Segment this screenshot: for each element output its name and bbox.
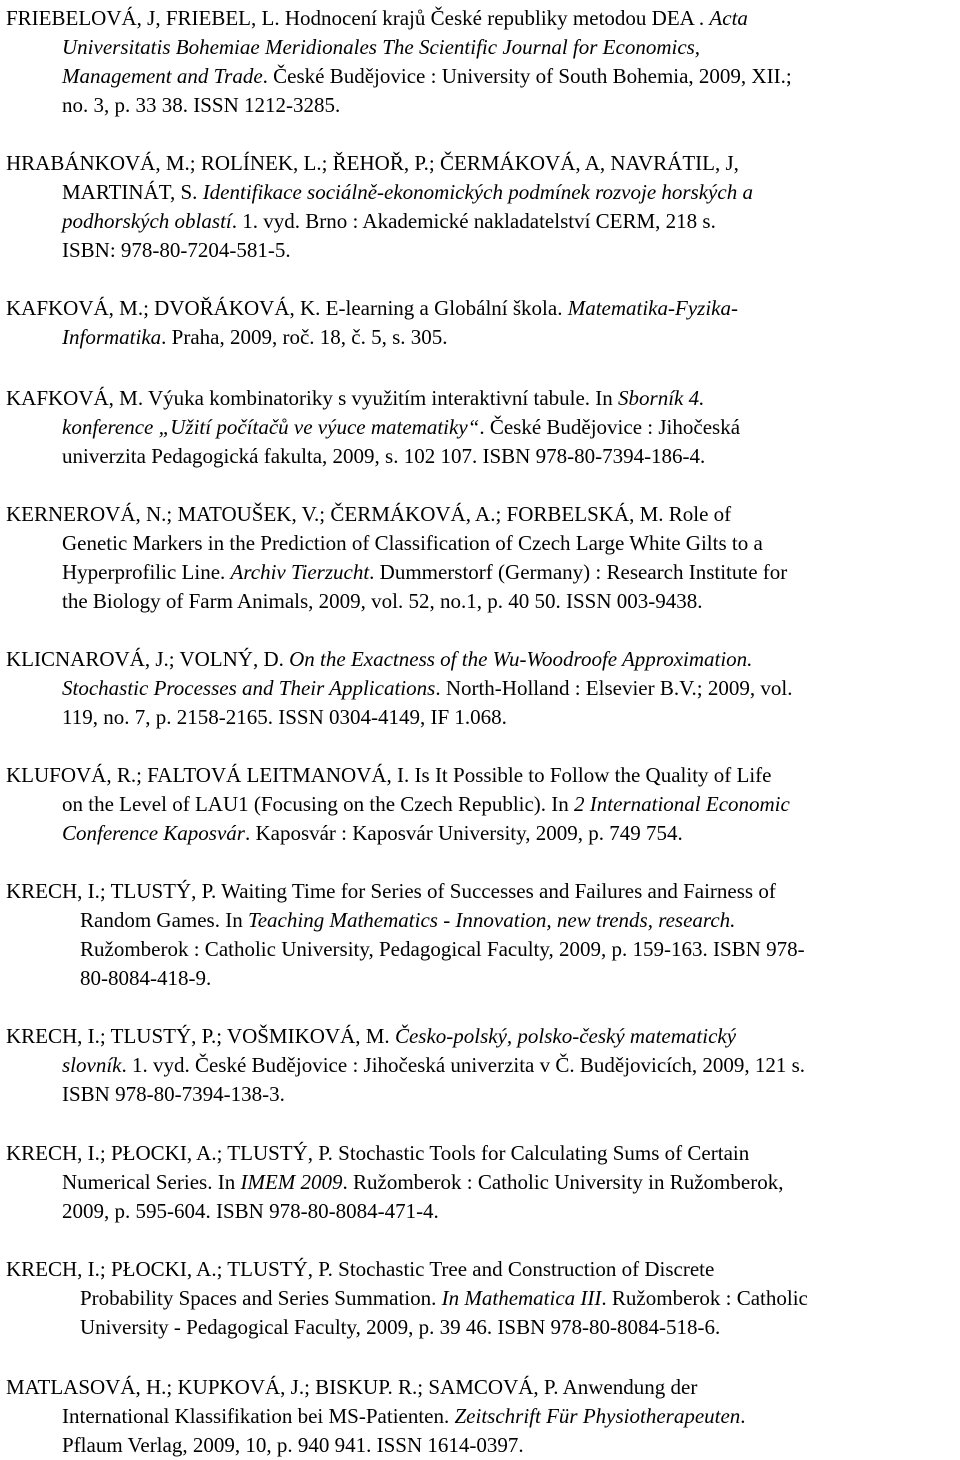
reference-title-italic: Archiv Tierzucht (230, 560, 370, 584)
reference-text: Random Games. In (80, 908, 248, 932)
reference-text: . Kaposvár : Kaposvár University, 2009, p. 749 754. (244, 821, 683, 845)
reference-text: KLUFOVÁ, R.; FALTOVÁ LEITMANOVÁ, I. Is It Possible to Follow the Quality of Life (6, 763, 772, 787)
reference-line (62, 91, 340, 120)
reference-text: . Dummerstorf (Germany) : Research Institute for (369, 560, 788, 584)
reference-text: KRECH, I.; PŁOCKI, A.; TLUSTÝ, P. Stochastic Tools for Calculating Sums of Certain (6, 1141, 750, 1165)
reference-line (6, 877, 776, 906)
reference-text: Ružomberok : Catholic University, Pedagogical Faculty, 2009, p. 159-163. ISBN 978- (80, 937, 805, 961)
reference-line (62, 1168, 783, 1197)
reference-text: ISBN: 978-80-7204-581-5. (62, 238, 291, 262)
reference-line (62, 819, 683, 848)
reference-title-italic: Informatika (62, 325, 162, 349)
reference-title-italic: podhorských oblastí (62, 209, 232, 233)
reference-text: . Ružomberok : Catholic University in Ružomberok, (342, 1170, 784, 1194)
reference-line (6, 1022, 736, 1051)
reference-line (62, 1431, 524, 1460)
reference-line (80, 906, 735, 935)
reference-title-italic: Management and Trade (62, 64, 263, 88)
reference-text: univerzita Pedagogická fakulta, 2009, s. 102 107. ISBN 978-80-7394-186-4. (62, 444, 706, 468)
reference-text: HRABÁNKOVÁ, M.; ROLÍNEK, L.; ŘEHOŘ, P.; ČERMÁKOVÁ, A, NAVRÁTIL, J, (6, 151, 739, 175)
reference-line (62, 1402, 746, 1431)
reference-line (6, 384, 704, 413)
reference-title-italic: Conference Kaposvár (62, 821, 245, 845)
reference-text: 119, no. 7, p. 2158-2165. ISSN 0304-4149, IF 1.068. (62, 705, 507, 729)
reference-line (6, 4, 748, 33)
reference-line (80, 1313, 720, 1342)
reference-text: MATLASOVÁ, H.; KUPKOVÁ, J.; BISKUP. R.; SAMCOVÁ, P. Anwendung der (6, 1375, 698, 1399)
reference-text: MARTINÁT, S. (62, 180, 203, 204)
reference-text: Genetic Markers in the Prediction of Classification of Czech Large White Gilts to a (62, 531, 763, 555)
reference-line (62, 703, 507, 732)
reference-title-italic: Acta (709, 6, 748, 30)
reference-title-italic: slovník (62, 1053, 122, 1077)
reference-line (62, 236, 291, 265)
reference-text: . North-Holland : Elsevier B.V.; 2009, vol. (435, 676, 793, 700)
reference-text: Probability Spaces and Series Summation. (80, 1286, 442, 1310)
reference-line (62, 529, 763, 558)
reference-line (80, 964, 211, 993)
reference-title-italic: Universitatis Bohemiae Meridionales The Scientific Journal for Economics, (62, 35, 701, 59)
reference-text: . (740, 1404, 746, 1428)
reference-line (80, 1284, 808, 1313)
reference-line (62, 413, 740, 442)
reference-text: KAFKOVÁ, M. Výuka kombinatoriky s využitím interaktivní tabule. In (6, 386, 619, 410)
reference-line (62, 1051, 805, 1080)
reference-line (62, 207, 716, 236)
reference-title-italic: konference „Užití počítačů ve výuce matematiky“ (62, 415, 480, 439)
reference-text: KRECH, I.; TLUSTÝ, P.; VOŠMIKOVÁ, M. (6, 1024, 395, 1048)
reference-line (6, 294, 738, 323)
reference-line (6, 1373, 697, 1402)
reference-text: KERNEROVÁ, N.; MATOUŠEK, V.; ČERMÁKOVÁ, A.; FORBELSKÁ, M. Role of (6, 502, 732, 526)
reference-line (6, 645, 752, 674)
reference-text: FRIEBELOVÁ, J, FRIEBEL, L. Hodnocení krajů České republiky metodou DEA . (6, 6, 710, 30)
reference-line (62, 558, 787, 587)
reference-title-italic: IMEM 2009 (240, 1170, 343, 1194)
reference-text: Pflaum Verlag, 2009, 10, p. 940 941. ISSN 1614-0397. (62, 1433, 524, 1457)
reference-text: International Klassifikation bei MS-Patienten. (62, 1404, 455, 1428)
reference-line (62, 1080, 285, 1109)
reference-title-italic: Teaching Mathematics - Innovation, new trends, research. (247, 908, 736, 932)
reference-line (62, 790, 790, 819)
reference-line (6, 149, 739, 178)
reference-title-italic: 2 International Economic (574, 792, 790, 816)
reference-text: no. 3, p. 33 38. ISSN 1212-3285. (62, 93, 341, 117)
reference-title-italic: Sborník 4. (618, 386, 705, 410)
reference-title-italic: Stochastic Processes and Their Applications (62, 676, 436, 700)
reference-line (62, 33, 700, 62)
reference-text: the Biology of Farm Animals, 2009, vol. 52, no.1, p. 40 50. ISSN 003-9438. (62, 589, 703, 613)
reference-line (6, 1139, 749, 1168)
reference-text: . České Budějovice : Jihočeská (479, 415, 741, 439)
reference-line (62, 587, 703, 616)
reference-line (62, 62, 792, 91)
reference-text: . Praha, 2009, roč. 18, č. 5, s. 305. (161, 325, 448, 349)
reference-line (6, 1255, 714, 1284)
reference-title-italic: Identifikace sociálně-ekonomických podmínek rozvoje horských a (202, 180, 753, 204)
reference-line (6, 500, 731, 529)
reference-text: 80-8084-418-9. (80, 966, 212, 990)
reference-text: KRECH, I.; TLUSTÝ, P. Waiting Time for Series of Successes and Failures and Fairness of (6, 879, 776, 903)
reference-text: . 1. vyd. České Budějovice : Jihočeská univerzita v Č. Budějovicích, 2009, 121 s. (121, 1053, 806, 1077)
reference-text: KLICNAROVÁ, J.; VOLNÝ, D. (6, 647, 290, 671)
reference-text: Numerical Series. In (62, 1170, 241, 1194)
reference-text: . 1. vyd. Brno : Akademické nakladatelství CERM, 218 s. (231, 209, 716, 233)
reference-text: on the Level of LAU1 (Focusing on the Czech Republic). In (62, 792, 575, 816)
reference-line (62, 1197, 439, 1226)
reference-title-italic: Zeitschrift Für Physiotherapeuten (454, 1404, 741, 1428)
reference-text: KRECH, I.; PŁOCKI, A.; TLUSTÝ, P. Stochastic Tree and Construction of Discrete (6, 1257, 715, 1281)
reference-title-italic: Česko-polský, polsko-český matematický (394, 1024, 737, 1048)
reference-line (62, 323, 448, 352)
reference-title-italic: On the Exactness of the Wu-Woodroofe Approximation. (289, 647, 753, 671)
reference-text: ISBN 978-80-7394-138-3. (62, 1082, 285, 1106)
reference-text: . České Budějovice : University of South Bohemia, 2009, XII.; (262, 64, 792, 88)
reference-title-italic: In Mathematica III (441, 1286, 602, 1310)
reference-line (62, 674, 792, 703)
reference-line (62, 442, 705, 471)
reference-line (80, 935, 805, 964)
reference-text: University - Pedagogical Faculty, 2009, p. 39 46. ISBN 978-80-8084-518-6. (80, 1315, 721, 1339)
reference-text: Hyperprofilic Line. (62, 560, 231, 584)
reference-line (6, 761, 772, 790)
reference-text: . Ružomberok : Catholic (601, 1286, 808, 1310)
reference-line (62, 178, 753, 207)
reference-title-italic: Matematika-Fyzika- (567, 296, 738, 320)
reference-text: 2009, p. 595-604. ISBN 978-80-8084-471-4. (62, 1199, 439, 1223)
reference-text: KAFKOVÁ, M.; DVOŘÁKOVÁ, K. E-learning a Globální škola. (6, 296, 568, 320)
